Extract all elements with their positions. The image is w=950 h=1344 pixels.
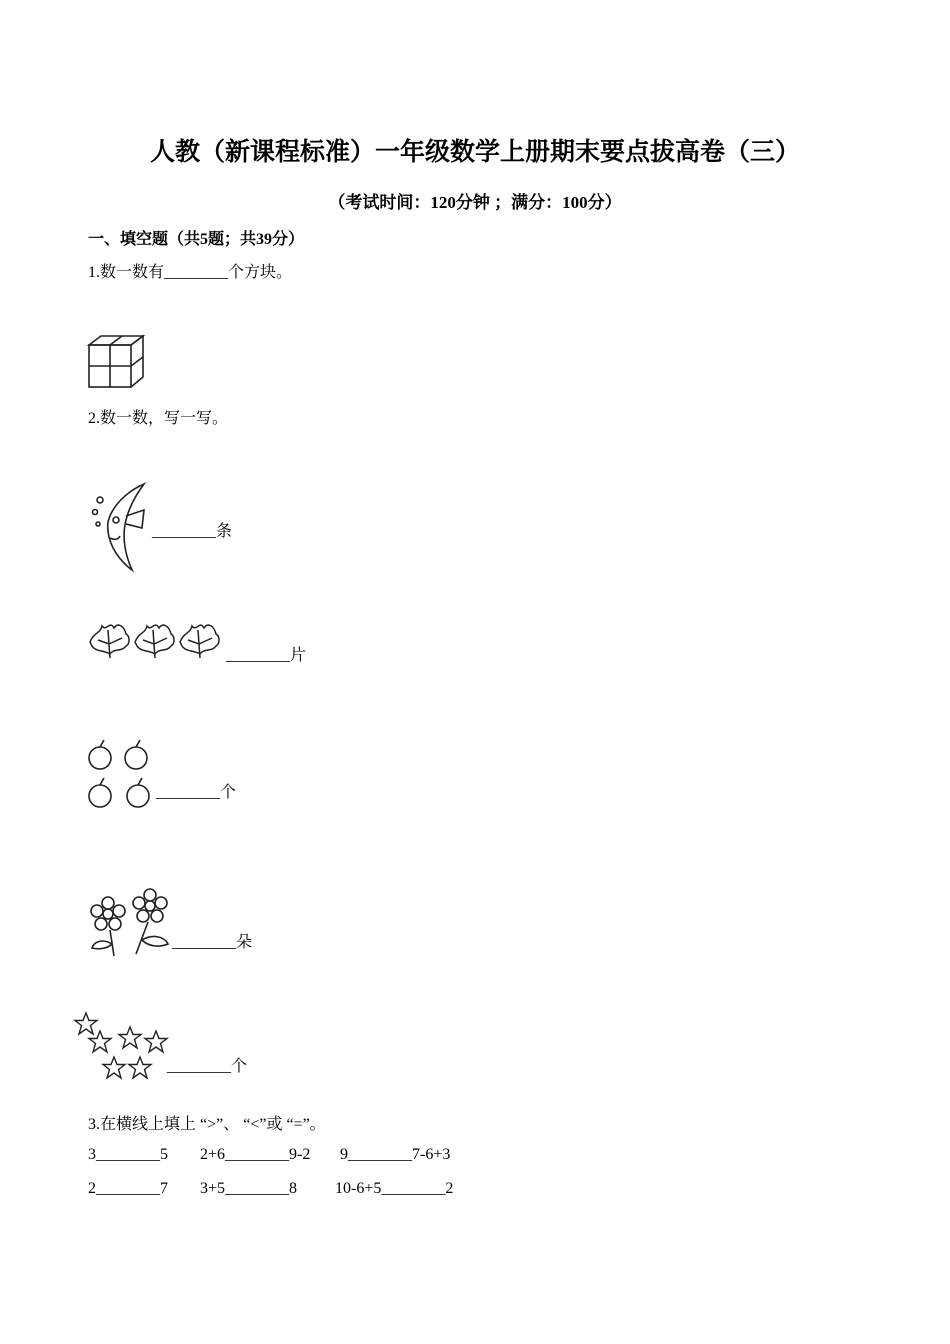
- cube-blocks-icon: [86, 333, 146, 389]
- comparison-item: 10-6+5________2: [335, 1180, 454, 1197]
- leaves-answer: ________片: [226, 647, 307, 664]
- comparison-item: 2________7: [88, 1180, 168, 1197]
- flowers-answer: ________朵: [172, 934, 253, 951]
- question-1-text: 1.数一数有________个方块。: [88, 264, 293, 281]
- stars-answer: ________个: [167, 1058, 248, 1075]
- comparison-item: 9________7-6+3: [340, 1146, 451, 1163]
- page-title: 人教（新课程标准）一年级数学上册期末要点拔高卷（三）: [149, 139, 800, 166]
- comparison-item: 2+6________9-2: [200, 1146, 311, 1163]
- question-3-text: 3.在横线上填上 “>”、 “<”或 “=”。: [88, 1116, 326, 1133]
- apples-icon: [86, 736, 156, 812]
- fish-icon: [86, 480, 150, 572]
- leaves-icon: [86, 614, 226, 664]
- comparison-item: 3________5: [88, 1146, 168, 1163]
- apples-answer: ________个: [156, 784, 237, 801]
- flowers-icon: [86, 884, 172, 964]
- exam-info: （考试时间：120分钟 ；满分：100分）: [328, 193, 622, 212]
- section-heading: 一、填空题（共5题；共39分）: [88, 231, 305, 248]
- question-2-text: 2.数一数，写一写。: [88, 410, 229, 427]
- stars-icon: [86, 1024, 170, 1086]
- fish-answer: ________条: [152, 523, 233, 540]
- comparison-item: 3+5________8: [200, 1180, 298, 1197]
